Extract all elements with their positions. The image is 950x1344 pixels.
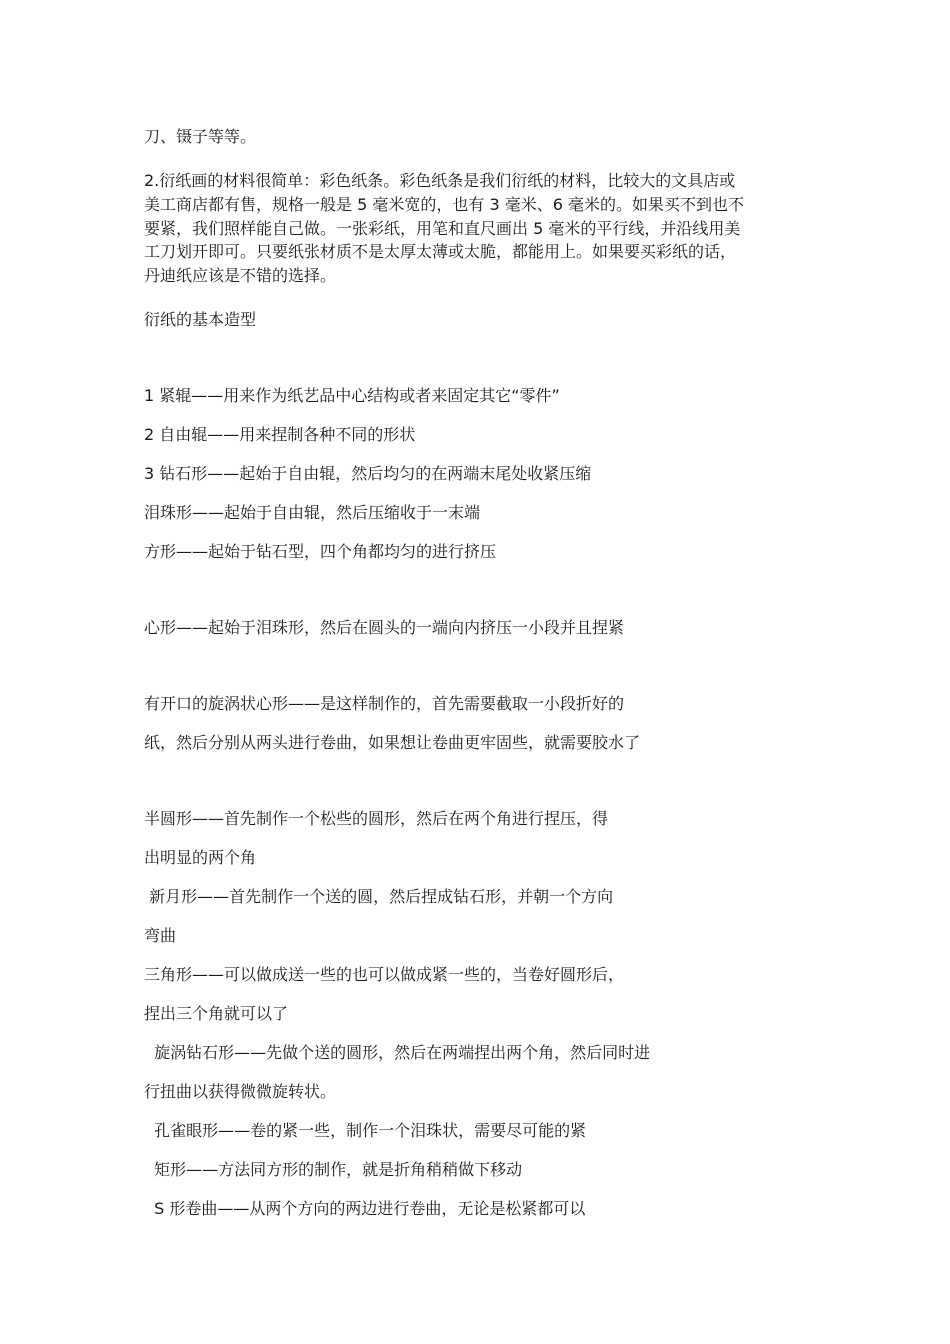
shape-crescent-line-2: 弯曲 (144, 925, 177, 945)
shape-heart: 心形——起始于泪珠形，然后在圆头的一端向内挤压一小段并且捏紧 (144, 617, 625, 637)
shape-half-circle-line-1: 半圆形——首先制作一个松些的圆形，然后在两个角进行捏压，得 (144, 808, 609, 828)
intro-line: 刀、镊子等等。 (144, 127, 257, 146)
document-body (144, 126, 809, 1220)
shape-swirl-diamond-line-1: 旋涡钻石形——先做个送的圆形，然后在两端捏出两个角，然后同时进 (144, 1042, 651, 1062)
shape-tight-roll: 1 紧辊——用来作为纸艺品中心结构或者来固定其它“零件” (144, 385, 560, 405)
shape-open-heart-line-2: 纸，然后分别从两头进行卷曲，如果想让卷曲更牢固些，就需要胶水了 (144, 732, 641, 752)
shape-swirl-diamond-line-2: 行扭曲以获得微微旋转状。 (144, 1081, 337, 1101)
shape-open-heart-line-1: 有开口的旋涡状心形——是这样制作的，首先需要截取一小段折好的 (144, 693, 625, 713)
shape-square: 方形——起始于钻石型，四个角都均匀的进行挤压 (144, 541, 497, 561)
shape-free-roll: 2 自由辊——用来捏制各种不同的形状 (144, 424, 416, 444)
shape-teardrop: 泪珠形——起始于自由辊，然后压缩收于一末端 (144, 502, 481, 522)
shape-s-scroll: S 形卷曲——从两个方向的两边进行卷曲，无论是松紧都可以 (144, 1198, 586, 1218)
materials-line: 美工商店都有售，规格一般是 5 毫米宽的，也有 3 毫米、6 毫米的。如果买不到也不 (144, 194, 744, 214)
materials-line: 要紧，我们照样能自己做。一张彩纸，用笔和直尺画出 5 毫米的平行线，并沿线用美 (144, 218, 741, 238)
materials-line: 工刀划开即可。只要纸张材质不是太厚太薄或太脆，都能用上。如果要买彩纸的话， (144, 242, 737, 262)
materials-line: 2.衍纸画的材料很简单：彩色纸条。彩色纸条是我们衍纸的材料，比较大的文具店或 (144, 171, 736, 190)
shape-peacock-eye: 孔雀眼形——卷的紧一些，制作一个泪珠状，需要尽可能的紧 (144, 1120, 587, 1140)
shape-crescent-line-1: 新月形——首先制作一个送的圆，然后捏成钻石形，并朝一个方向 (144, 886, 614, 906)
shape-triangle-line-1: 三角形——可以做成送一些的也可以做成紧一些的，当卷好圆形后， (144, 964, 625, 984)
materials-line: 丹迪纸应该是不错的选择。 (144, 266, 337, 286)
shape-triangle-line-2: 捏出三个角就可以了 (144, 1003, 289, 1023)
materials-paragraph (144, 169, 809, 288)
section-heading: 衍纸的基本造型 (144, 309, 257, 329)
shape-diamond: 3 钻石形——起始于自由辊，然后均匀的在两端末尾处收紧压缩 (144, 463, 592, 483)
shape-half-circle-line-2: 出明显的两个角 (144, 847, 257, 867)
shape-rectangle: 矩形——方法同方形的制作，就是折角稍稍做下移动 (144, 1159, 523, 1179)
